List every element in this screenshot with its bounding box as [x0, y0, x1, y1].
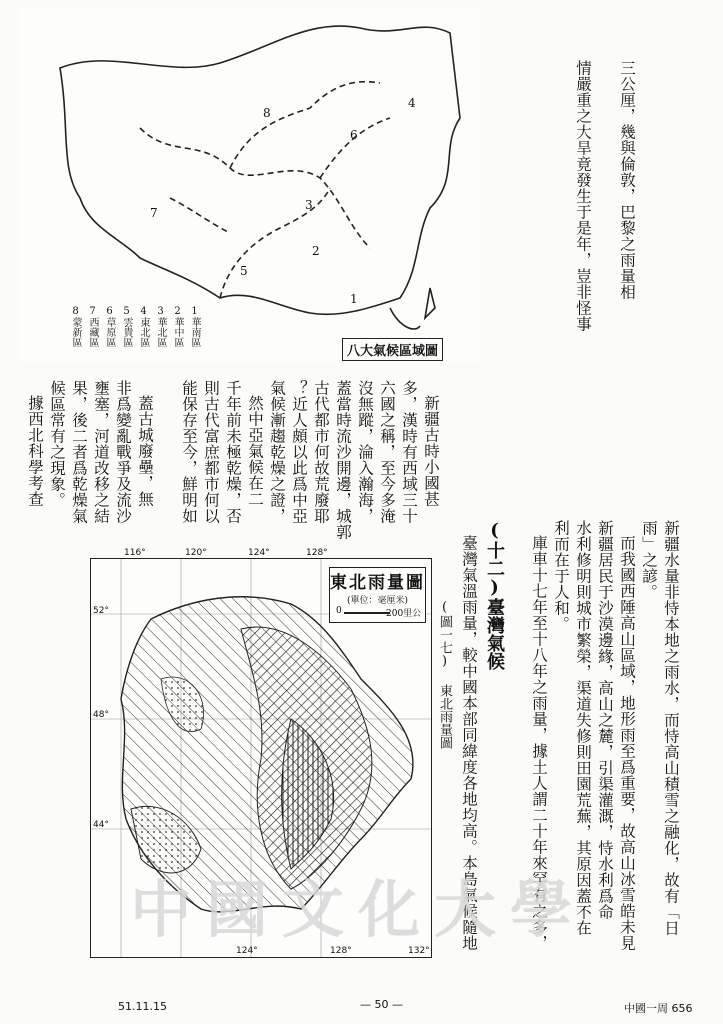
text-column-m16: 壅塞，河道改移之結 [92, 380, 110, 524]
lat-tick-44: 44° [93, 820, 109, 830]
text-column-u3: 雨」之諺。 [640, 520, 658, 600]
text-column-m20-real [2, 395, 24, 545]
legend-item-6: 6草原區 [104, 306, 115, 347]
text-column-m11: 則古代富庶都市何以 [202, 380, 220, 524]
watermark-text: 中國文化大學 [130, 873, 587, 946]
text-column-u8: 庫車十七年至十八年之雨量，據土人謂二十年來罕有之多， [530, 535, 548, 951]
region-number-6: 6 [350, 128, 358, 142]
text-column-u4: 而我國西陲高山區域，地形雨至爲重要，故高山冰雪皓未見 [618, 535, 636, 951]
lon-tick-bottom-132: 132° [408, 946, 430, 956]
lat-tick-48: 48° [93, 710, 109, 720]
legend-item-2: 2華中區 [172, 306, 183, 347]
text-column-m12: 能保存至今，鮮明如 [180, 380, 198, 524]
region-number-3: 3 [305, 198, 313, 212]
text-column-m4: 沒無蹤，淪入瀚海， [356, 380, 374, 524]
region-number-4: 4 [408, 96, 416, 110]
text-column-l1: 臺灣氣溫雨量，較中國本部同緯度各地均高。本島氣候隨地 [460, 535, 478, 951]
climate-map-legend [50, 306, 200, 352]
text-column-m15: 非爲變亂戰爭及流沙 [114, 380, 132, 524]
text-column-m1: 新疆古時小國甚 [422, 395, 440, 507]
text-column-r4: 三公厘，幾與倫敦，巴黎之雨量相 [618, 60, 636, 300]
text-column-m20b [88, 470, 110, 471]
footer-date: 51.11.15 [118, 1000, 167, 1013]
lon-tick-bottom-124: 124° [236, 946, 258, 956]
northeast-map-title: 東北雨量圖 [330, 573, 425, 593]
text-column-m10: 千年前未極乾燥，否 [224, 380, 242, 524]
lon-tick-116: 116° [124, 548, 146, 558]
northeast-map-unit: (單位：毫厘米) [346, 596, 409, 606]
text-column-u6: 水利修明則城市繁榮，渠道失修則田園荒蕪，其原因蓋不在 [574, 520, 592, 936]
page-number: — 50 — [360, 998, 403, 1011]
text-column-m18: 候區常有之現象。 [48, 380, 66, 508]
legend-item-7: 7西藏區 [87, 306, 98, 347]
scale-end: 200里公 [386, 609, 422, 619]
lon-tick-124: 124° [248, 548, 270, 558]
text-column-m5: 蓋當時流沙開邊，城郭 [334, 380, 352, 540]
text-column-u5: 新疆居民于沙漠邊緣，高山之麓，引渠灌溉，恃水利爲命 [596, 520, 614, 920]
region-number-1: 1 [350, 292, 358, 306]
climate-region-map [20, 8, 480, 363]
text-column-r10 [484, 75, 506, 515]
climate-map-title: 八大氣候區域圖 [342, 338, 443, 361]
text-column-m6: 古代都市何故荒廢耶 [312, 380, 330, 524]
text-column-m17: 果，後二者爲乾燥氣 [70, 380, 88, 524]
text-column-r7 [550, 75, 572, 460]
region-number-5: 5 [240, 264, 248, 278]
text-column-r8 [528, 60, 550, 460]
region-number-2: 2 [312, 244, 320, 258]
scale-bar [344, 612, 390, 614]
text-column-r6: 情嚴重之大旱竟發生于是年，豈非怪事 [574, 60, 592, 332]
region-number-8a: 8 [263, 106, 271, 120]
legend-item-3: 3華北區 [155, 306, 166, 347]
text-column-r9 [506, 60, 528, 460]
legend-item-1: 1華南區 [189, 306, 200, 347]
text-column-m8: 氣候漸趨乾燥之證， [268, 380, 286, 524]
lon-tick-128: 128° [306, 548, 328, 558]
text-column-r2 [660, 60, 682, 460]
northeast-map-title-box [329, 567, 426, 623]
text-column-u1 [682, 520, 704, 660]
text-column-m14: 蓋古城廢壘，無 [136, 395, 154, 507]
text-column-m13 [156, 380, 178, 490]
caption-figure-17: (圖一七) 東北雨量圖 [437, 600, 452, 749]
text-column-u7: 利而在于人和。 [552, 520, 570, 632]
text-column-m19: 據西北科學考查 [26, 395, 44, 507]
region-number-7: 7 [150, 206, 158, 220]
legend-item-4: 4東北區 [138, 306, 149, 347]
legend-item-5: 5雲貴區 [121, 306, 132, 347]
text-column-r3 [638, 75, 660, 460]
text-column-m7: ？近人頗以此爲中亞 [290, 380, 308, 524]
text-column-r5 [594, 75, 616, 460]
lon-tick-120: 120° [185, 548, 207, 558]
text-column-m2: 多，漢時有西域三十 [400, 380, 418, 524]
lat-tick-52: 52° [93, 606, 109, 616]
footer-journal: 中國一周 656 [624, 1002, 693, 1015]
legend-item-8: 8蒙新區 [70, 306, 81, 347]
text-column-r11 [462, 60, 484, 170]
text-column-r1 [682, 60, 704, 360]
text-column-u2: 新疆水量非恃本地之雨水，而恃高山積雪之融化，故有「日 [662, 520, 680, 936]
lon-tick-bottom-128: 128° [330, 946, 352, 956]
text-column-m9: 然中亞氣候在二 [246, 395, 264, 507]
section-heading: (十二)臺灣氣候 [484, 520, 505, 670]
text-column-m3: 六國之稱，至今多淹 [378, 380, 396, 524]
scale-start: 0 [336, 606, 342, 616]
northeast-map-scale [330, 606, 425, 620]
